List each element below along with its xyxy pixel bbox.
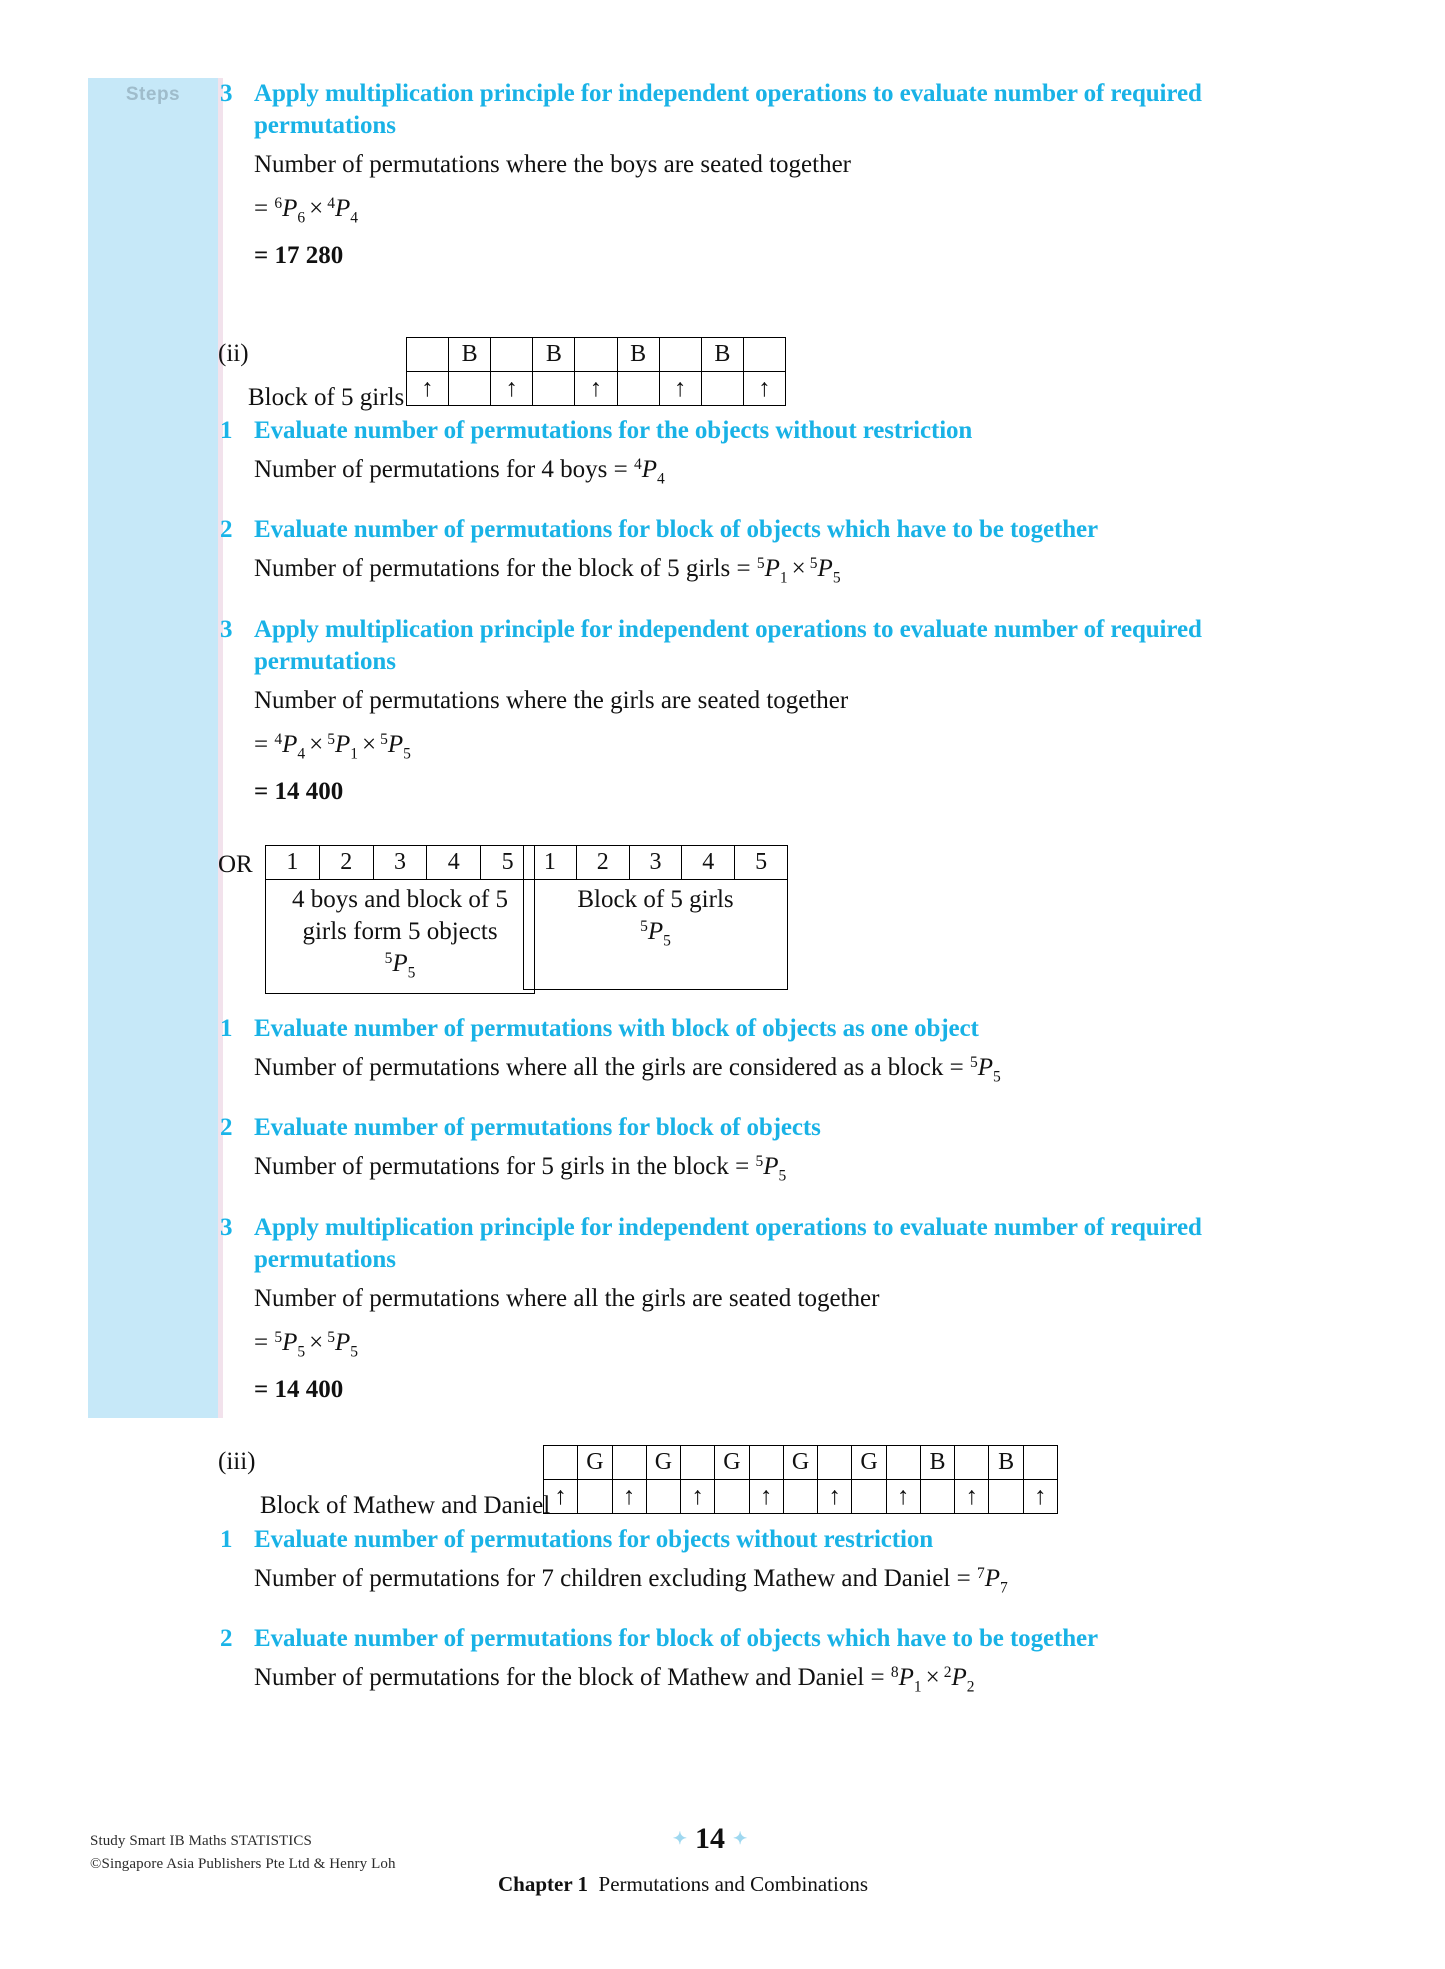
seat-cell-b: B bbox=[920, 1446, 954, 1480]
part-ii-steps bbox=[218, 415, 1338, 809]
page-number-block bbox=[640, 1822, 780, 1856]
perm-superscript: 4 bbox=[274, 730, 283, 748]
seat-cell-empty bbox=[1023, 1446, 1057, 1480]
perm-base: P bbox=[641, 456, 658, 483]
step-heading-iii-1 bbox=[218, 1524, 1338, 1556]
roman-marker-ii: (ii) bbox=[218, 340, 249, 367]
paragraph-7-children bbox=[218, 1562, 1338, 1599]
seat-cell-empty bbox=[617, 372, 659, 406]
step-number: 2 bbox=[220, 1625, 233, 1653]
seat-cell-empty bbox=[701, 372, 743, 406]
or-box-1-line2: girls form 5 objects bbox=[302, 918, 498, 945]
or-label: OR bbox=[218, 851, 253, 878]
or-box-1-number-row bbox=[265, 845, 535, 880]
perm-base: P bbox=[951, 1664, 967, 1692]
perm-subscript: 4 bbox=[350, 209, 359, 227]
seat-cell-empty bbox=[578, 1480, 612, 1514]
perm-5P5 bbox=[969, 1053, 1001, 1086]
page-number: 14 bbox=[695, 1822, 725, 1855]
equation-or-product bbox=[218, 1326, 1338, 1363]
perm-base: P bbox=[977, 1054, 993, 1081]
step-number: 1 bbox=[220, 1526, 233, 1553]
perm-base: P bbox=[764, 555, 780, 583]
paragraph-prefix: Number of permutations for 5 girls in the block = bbox=[254, 1153, 756, 1181]
perm-7P7 bbox=[976, 1564, 1008, 1597]
roman-marker-iii: (iii) bbox=[218, 1448, 256, 1475]
seat-cell-g: G bbox=[646, 1446, 680, 1480]
perm-base: P bbox=[763, 1153, 779, 1181]
seat-cell-empty bbox=[646, 1480, 680, 1514]
seat-cell-b: B bbox=[533, 338, 575, 372]
up-arrow-icon: ↑ bbox=[749, 1480, 783, 1514]
perm-superscript: 5 bbox=[756, 555, 765, 573]
perm-base: P bbox=[898, 1664, 914, 1692]
or-box-2 bbox=[523, 845, 788, 990]
perm-subscript: 5 bbox=[778, 1167, 787, 1185]
paragraph-perm-block-5-girls bbox=[218, 552, 1338, 589]
seat-cell-empty bbox=[920, 1480, 954, 1514]
perm-superscript: 8 bbox=[890, 1664, 899, 1682]
perm-superscript: 5 bbox=[274, 1328, 283, 1346]
seat-grid-row-arrows bbox=[544, 1480, 1058, 1514]
up-arrow-icon: ↑ bbox=[955, 1480, 989, 1514]
step-text: Apply multiplication principle for independent operations to evaluate number of required permutations bbox=[254, 615, 1202, 675]
step-number: 1 bbox=[220, 1015, 233, 1042]
step-number: 3 bbox=[220, 80, 233, 107]
or-number-cell: 3 bbox=[629, 846, 682, 880]
footer-chapter bbox=[498, 1872, 868, 1897]
perm-8P1 bbox=[890, 1664, 922, 1696]
perm-5P5 bbox=[640, 917, 671, 950]
seat-cell-g: G bbox=[715, 1446, 749, 1480]
perm-base: P bbox=[282, 1328, 298, 1356]
footer-chapter-label: Chapter 1 bbox=[498, 1872, 589, 1896]
or-box-2-line1: Block of 5 girls bbox=[577, 886, 734, 913]
seat-cell-empty bbox=[818, 1446, 852, 1480]
seat-cell-empty bbox=[659, 338, 701, 372]
perm-5P5 bbox=[380, 730, 411, 763]
seat-cell-empty bbox=[449, 372, 491, 406]
seat-cell-b: B bbox=[989, 1446, 1023, 1480]
perm-5P5 bbox=[274, 1328, 306, 1361]
perm-5P5 bbox=[327, 1328, 359, 1361]
paragraph-girls-together: Number of permutations where the girls are seated together bbox=[254, 686, 849, 714]
equals-prefix: = bbox=[254, 1328, 275, 1356]
perm-base: P bbox=[984, 1565, 1000, 1592]
equation-girls-result: = 14 400 bbox=[254, 778, 344, 806]
up-arrow-icon: ↑ bbox=[818, 1480, 852, 1514]
perm-subscript: 1 bbox=[913, 1678, 922, 1696]
perm-superscript: 5 bbox=[969, 1053, 978, 1071]
paragraph-prefix: Number of permutations for the block of Mathew and Daniel = bbox=[254, 1664, 891, 1692]
step-text: Evaluate number of permutations for block of objects which have to be together bbox=[254, 1625, 1098, 1653]
or-number-cell: 1 bbox=[524, 846, 577, 880]
row-label-block-of-5-girls: Block of 5 girls bbox=[248, 384, 405, 411]
perm-5P5 bbox=[384, 949, 416, 982]
multiply-sign: × bbox=[309, 194, 324, 222]
seat-cell-empty bbox=[955, 1446, 989, 1480]
or-number-cell: 2 bbox=[319, 846, 373, 880]
paragraph-block-mathew-daniel bbox=[218, 1661, 1338, 1698]
perm-superscript: 2 bbox=[943, 1664, 952, 1682]
up-arrow-icon: ↑ bbox=[743, 372, 785, 406]
steps-sidebar-rail bbox=[88, 78, 218, 1418]
perm-subscript: 5 bbox=[350, 1343, 359, 1361]
step-number: 1 bbox=[220, 417, 233, 444]
or-box-1-perm bbox=[272, 948, 528, 983]
or-number-row bbox=[524, 846, 788, 880]
seat-cell-empty bbox=[533, 372, 575, 406]
seat-cell-empty bbox=[783, 1480, 817, 1514]
or-box-2-body bbox=[523, 880, 788, 990]
seat-cell-g: G bbox=[852, 1446, 886, 1480]
perm-5P5 bbox=[755, 1153, 787, 1185]
step-heading-or-2 bbox=[218, 1112, 1338, 1144]
seat-cell-b: B bbox=[701, 338, 743, 372]
step-heading-iii-2 bbox=[218, 1623, 1338, 1655]
or-number-cell: 3 bbox=[373, 846, 427, 880]
or-number-cell: 5 bbox=[481, 846, 535, 880]
up-arrow-icon: ↑ bbox=[659, 372, 701, 406]
row-label-block-mathew-daniel: Block of Mathew and Daniel bbox=[260, 1492, 551, 1519]
paragraph-prefix: Number of permutations for the block of 5 girls = bbox=[254, 555, 757, 583]
seat-cell-empty bbox=[852, 1480, 886, 1514]
equals-prefix: = bbox=[254, 194, 275, 222]
perm-superscript: 6 bbox=[274, 194, 283, 212]
or-number-cell: 4 bbox=[427, 846, 481, 880]
seat-cell-empty bbox=[544, 1446, 578, 1480]
diamond-right-icon: ✦ bbox=[733, 1829, 748, 1848]
seat-cell-empty bbox=[681, 1446, 715, 1480]
perm-subscript: 2 bbox=[966, 1678, 975, 1696]
seat-cell-empty bbox=[743, 338, 785, 372]
step-number: 3 bbox=[220, 1213, 233, 1241]
perm-2P2 bbox=[943, 1664, 975, 1696]
step-heading-i-3 bbox=[218, 78, 1338, 142]
step-text: Evaluate number of permutations for objects without restriction bbox=[254, 1526, 934, 1553]
perm-subscript: 5 bbox=[403, 745, 411, 763]
perm-subscript: 1 bbox=[350, 745, 359, 763]
paragraph-all-girls-together: Number of permutations where all the girls are seated together bbox=[254, 1284, 880, 1312]
paragraph-prefix: Number of permutations where all the girls are considered as a block = bbox=[254, 1054, 970, 1081]
perm-subscript: 5 bbox=[992, 1068, 1001, 1086]
equals-prefix: = bbox=[254, 730, 275, 758]
perm-base: P bbox=[647, 918, 664, 945]
seat-grid-row-letters bbox=[407, 338, 786, 372]
up-arrow-icon: ↑ bbox=[544, 1480, 578, 1514]
equation-or-result: = 14 400 bbox=[254, 1376, 344, 1404]
seat-grid-iii bbox=[543, 1445, 1058, 1514]
perm-subscript: 4 bbox=[297, 745, 306, 763]
up-arrow-icon: ↑ bbox=[491, 372, 533, 406]
or-number-cell: 1 bbox=[266, 846, 320, 880]
up-arrow-icon: ↑ bbox=[407, 372, 449, 406]
paragraph-5-girls-in-block bbox=[218, 1150, 1338, 1187]
steps-rail-label: Steps bbox=[125, 84, 181, 105]
seat-grid-ii bbox=[406, 337, 786, 406]
or-number-cell: 4 bbox=[682, 846, 735, 880]
perm-superscript: 5 bbox=[327, 1328, 335, 1346]
or-steps-block bbox=[218, 1013, 1338, 1407]
seat-grid-row-letters bbox=[544, 1446, 1058, 1480]
footer-chapter-title: Permutations and Combinations bbox=[598, 1872, 869, 1896]
perm-5P1 bbox=[327, 730, 359, 763]
step-heading-or-1 bbox=[218, 1013, 1338, 1045]
step-text: Apply multiplication principle for independent operations to evaluate number of required permutations bbox=[254, 1213, 1202, 1273]
perm-superscript: 7 bbox=[976, 1564, 985, 1582]
up-arrow-icon: ↑ bbox=[575, 372, 617, 406]
equation-boys-product bbox=[218, 192, 1338, 229]
up-arrow-icon: ↑ bbox=[681, 1480, 715, 1514]
multiply-sign: × bbox=[309, 730, 324, 758]
perm-6P6 bbox=[274, 194, 306, 227]
perm-base: P bbox=[335, 730, 351, 758]
or-number-row bbox=[266, 846, 535, 880]
perm-superscript: 4 bbox=[634, 455, 642, 473]
perm-base: P bbox=[282, 194, 298, 222]
paragraph-prefix: Number of permutations for 7 children excluding Mathew and Daniel = bbox=[254, 1565, 977, 1592]
seat-cell-empty bbox=[612, 1446, 646, 1480]
step-heading-ii-2 bbox=[218, 514, 1338, 546]
step-number: 2 bbox=[220, 1114, 233, 1142]
seat-grid-row-arrows bbox=[407, 372, 786, 406]
multiply-sign: × bbox=[791, 555, 806, 583]
or-box-1-line1: 4 boys and block of 5 bbox=[292, 886, 508, 913]
or-box-2-perm bbox=[530, 916, 781, 951]
footer-publisher-info bbox=[90, 1830, 396, 1877]
perm-subscript: 5 bbox=[407, 964, 416, 982]
perm-superscript: 5 bbox=[640, 917, 648, 935]
paragraph-prefix: Number of permutations for 4 boys = bbox=[254, 456, 635, 483]
perm-superscript: 4 bbox=[327, 194, 335, 212]
seat-cell-empty bbox=[749, 1446, 783, 1480]
up-arrow-icon: ↑ bbox=[886, 1480, 920, 1514]
seat-cell-empty bbox=[715, 1480, 749, 1514]
content-column bbox=[218, 78, 1338, 273]
perm-superscript: 5 bbox=[327, 730, 335, 748]
perm-subscript: 5 bbox=[297, 1343, 306, 1361]
step-heading-ii-1 bbox=[218, 415, 1338, 447]
perm-subscript: 6 bbox=[297, 209, 306, 227]
perm-4P4 bbox=[274, 730, 306, 763]
step-number: 3 bbox=[220, 615, 233, 643]
perm-subscript: 4 bbox=[657, 470, 665, 488]
paragraph-perm-4-boys bbox=[218, 453, 1338, 490]
or-box-2-number-row bbox=[523, 845, 788, 880]
step-text: Evaluate number of permutations for the objects without restriction bbox=[254, 417, 973, 444]
or-box-1 bbox=[265, 845, 535, 994]
multiply-sign: × bbox=[925, 1664, 940, 1692]
perm-5P1 bbox=[756, 555, 788, 587]
paragraph-girls-as-block bbox=[218, 1051, 1338, 1088]
or-box-1-body bbox=[265, 880, 535, 994]
seat-cell-empty bbox=[491, 338, 533, 372]
equation-boys-result: = 17 280 bbox=[254, 242, 344, 270]
paragraph-boys-together: Number of permutations where the boys are seated together bbox=[254, 151, 852, 178]
perm-subscript: 5 bbox=[832, 569, 841, 587]
part-iii-steps bbox=[218, 1524, 1338, 1699]
perm-superscript: 5 bbox=[384, 949, 393, 967]
perm-4P4 bbox=[634, 455, 665, 488]
perm-subscript: 5 bbox=[663, 932, 671, 950]
seat-cell-empty bbox=[886, 1446, 920, 1480]
step-number: 2 bbox=[220, 516, 233, 544]
seat-cell-g: G bbox=[783, 1446, 817, 1480]
perm-base: P bbox=[392, 950, 408, 977]
seat-cell-empty bbox=[407, 338, 449, 372]
step-heading-or-3 bbox=[218, 1212, 1338, 1276]
step-text: Apply multiplication principle for independent operations to evaluate number of required permutations bbox=[254, 80, 1202, 139]
seat-cell-g: G bbox=[578, 1446, 612, 1480]
perm-base: P bbox=[335, 194, 351, 222]
equation-girls-product bbox=[218, 728, 1338, 765]
perm-superscript: 5 bbox=[380, 730, 388, 748]
seat-cell-b: B bbox=[617, 338, 659, 372]
perm-5P5 bbox=[809, 555, 841, 587]
perm-superscript: 5 bbox=[809, 555, 818, 573]
diamond-left-icon: ✦ bbox=[672, 1829, 687, 1848]
seat-cell-b: B bbox=[449, 338, 491, 372]
footer-line-2: ©Singapore Asia Publishers Pte Ltd & Henry Loh bbox=[90, 1856, 396, 1873]
step-heading-ii-3 bbox=[218, 614, 1338, 678]
up-arrow-icon: ↑ bbox=[1023, 1480, 1057, 1514]
step-text: Evaluate number of permutations for block of objects which have to be together bbox=[254, 516, 1098, 544]
multiply-sign: × bbox=[362, 730, 377, 758]
footer-line-1: Study Smart IB Maths STATISTICS bbox=[90, 1833, 312, 1849]
perm-base: P bbox=[335, 1328, 351, 1356]
or-number-cell: 5 bbox=[735, 846, 788, 880]
step-text: Evaluate number of permutations with block of objects as one object bbox=[254, 1015, 979, 1042]
multiply-sign: × bbox=[309, 1328, 324, 1356]
perm-subscript: 7 bbox=[999, 1579, 1008, 1597]
step-text: Evaluate number of permutations for block of objects bbox=[254, 1114, 821, 1142]
seat-cell-empty bbox=[989, 1480, 1023, 1514]
perm-base: P bbox=[387, 730, 404, 758]
perm-base: P bbox=[817, 555, 833, 583]
perm-subscript: 1 bbox=[779, 569, 788, 587]
perm-superscript: 5 bbox=[755, 1153, 764, 1171]
perm-4P4 bbox=[327, 194, 359, 227]
seat-cell-empty bbox=[575, 338, 617, 372]
up-arrow-icon: ↑ bbox=[612, 1480, 646, 1514]
or-number-cell: 2 bbox=[576, 846, 629, 880]
perm-base: P bbox=[282, 730, 298, 758]
